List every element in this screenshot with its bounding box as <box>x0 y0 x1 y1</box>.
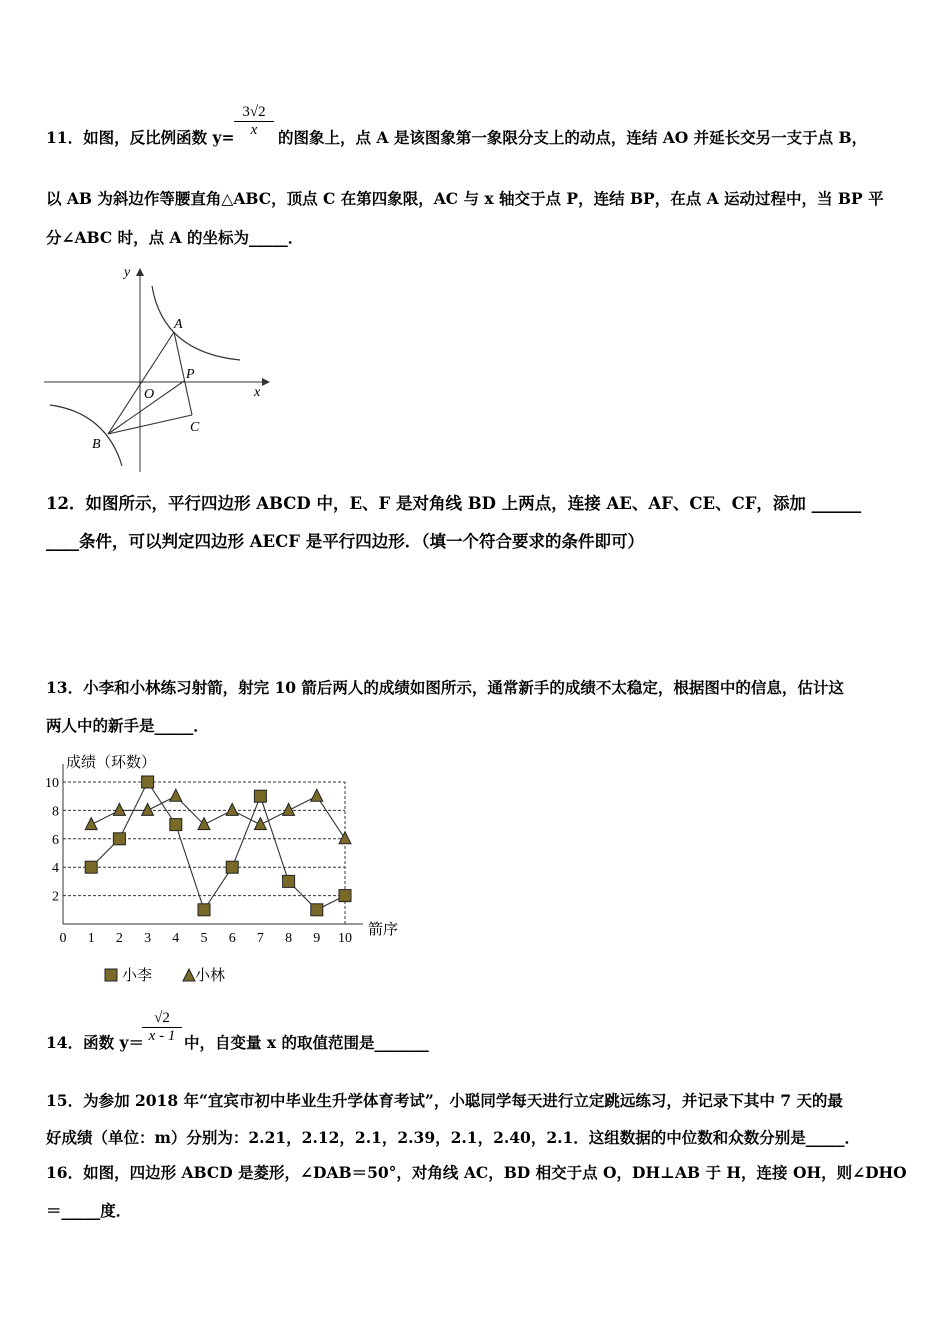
x-axis-arrow-icon <box>262 378 270 386</box>
chart-xtick-0: 0 <box>59 931 67 946</box>
q13-line1: 13．小李和小林练习射箭，射完 10 箭后两人的成绩如图所示，通常新手的成绩不太稳定，根据图中的信息，估计这 <box>46 678 844 697</box>
q11-fraction <box>234 104 274 139</box>
chart-xlabel: 箭序 <box>368 921 399 938</box>
q14-fraction <box>142 1010 182 1045</box>
legend-square-icon <box>105 969 117 981</box>
q16-line2: ＝_____度． <box>46 1201 132 1220</box>
series-2-point-3 <box>142 803 154 815</box>
q16-line1: 16．如图，四边形 ABCD 是菱形，∠DAB＝50°，对角线 AC，BD 相交于点 O，DH⊥AB 于 H，连接 OH，则∠DHO <box>46 1163 907 1182</box>
q11-line3: 分∠ABC 时，点 A 的坐标为_____． <box>46 228 304 247</box>
chart-ytick-6: 6 <box>52 832 59 848</box>
series-1-point-3 <box>142 776 154 788</box>
y-axis-label: y <box>124 265 131 280</box>
series-1-point-7 <box>254 790 266 802</box>
series-2-point-7 <box>254 818 266 830</box>
chart-xtick-2: 2 <box>115 931 123 946</box>
chart-xtick-5: 5 <box>200 931 208 946</box>
chart-ytick-2: 2 <box>52 889 59 905</box>
chart-title: 成绩（环数） <box>66 754 157 771</box>
hyperbola-branch-1 <box>152 286 240 360</box>
series-2-point-10 <box>339 832 351 844</box>
series-2-point-5 <box>198 818 210 830</box>
y-axis-arrow-icon <box>136 268 144 276</box>
series-2-point-4 <box>170 789 182 801</box>
legend-triangle-icon <box>183 969 195 981</box>
chart-xtick-9: 9 <box>313 931 321 946</box>
label-o: O <box>144 387 155 402</box>
q11-frac-numerator: 3√2 <box>242 104 266 120</box>
label-c: C <box>190 420 200 435</box>
series-1-point-4 <box>170 819 182 831</box>
q12-line2: ____条件，可以判定四边形 AECF 是平行四边形．（填一个符合要求的条件即可） <box>46 532 644 551</box>
chart-xtick-7: 7 <box>256 931 264 946</box>
q15-line2: 好成绩（单位：m）分别为：2.21，2.12，2.1，2.39，2.1，2.40，2.1．这组数据的中位数和众数分别是_____． <box>46 1128 861 1147</box>
label-b: B <box>92 437 101 452</box>
legend-label-xiaolin: 小林 <box>195 967 226 984</box>
q14-frac-denominator: x - 1 <box>148 1028 176 1044</box>
q13-line2: 两人中的新手是_____． <box>46 716 209 735</box>
q14-frac-numerator: √2 <box>154 1010 170 1026</box>
series-1-point-1 <box>85 861 97 873</box>
q14-pre: 14．函数 y＝ <box>46 1033 144 1052</box>
chart-xtick-3: 3 <box>144 931 152 946</box>
segment-ab <box>108 332 174 434</box>
chart-ytick-8: 8 <box>52 804 59 820</box>
chart-ytick-10: 10 <box>45 776 59 791</box>
q14-post: 中，自变量 x 的取值范围是_______ <box>184 1033 429 1052</box>
legend-label-xiaoli: 小李 <box>122 967 153 984</box>
q11-line1 <box>46 128 234 148</box>
chart-xtick-6: 6 <box>228 931 236 946</box>
series-1-point-2 <box>113 833 125 845</box>
chart-xtick-4: 4 <box>172 931 180 946</box>
q11-line1-pre: 11．如图，反比例函数 y= <box>46 128 235 147</box>
x-axis-label: x <box>254 385 261 400</box>
series-2-point-6 <box>226 803 238 815</box>
score-chart <box>38 748 418 993</box>
segment-bc <box>108 415 192 434</box>
series-2-point-9 <box>311 789 323 801</box>
label-p: P <box>186 367 195 382</box>
chart-ytick-4: 4 <box>52 861 59 877</box>
series-2-point-8 <box>283 803 295 815</box>
hyperbola-branch-2 <box>50 405 122 466</box>
series-1-point-8 <box>283 875 295 887</box>
q11-figure <box>40 262 270 474</box>
series-line-2 <box>91 796 345 839</box>
q11-line2: 以 AB 为斜边作等腰直角△ABC，顶点 C 在第四象限，AC 与 x 轴交于点 P，连结 BP，在点 A 运动过程中，当 BP 平 <box>46 189 884 208</box>
chart-xtick-1: 1 <box>87 931 95 946</box>
q11-frac-denominator: x <box>250 122 258 138</box>
q12-line1: 12．如图所示，平行四边形 ABCD 中，E、F 是对角线 BD 上两点，连接 AE、AF、CE、CF，添加 ______ <box>46 494 862 513</box>
q15-line1: 15．为参加 2018 年“宜宾市初中毕业生升学体育考试”，小聪同学每天进行立定跳远练习，并记录下其中 7 天的最 <box>46 1091 843 1110</box>
series-1-point-5 <box>198 904 210 916</box>
series-1-point-9 <box>311 904 323 916</box>
series-2-point-2 <box>113 803 125 815</box>
label-a: A <box>174 317 183 332</box>
chart-xtick-10: 10 <box>338 931 352 946</box>
q11-line1-post: 的图象上，点 A 是该图象第一象限分支上的动点，连结 AO 并延长交另一支于点 B， <box>278 128 868 147</box>
series-1-point-6 <box>226 861 238 873</box>
series-2-point-1 <box>85 818 97 830</box>
chart-xtick-8: 8 <box>285 931 293 946</box>
series-1-point-10 <box>339 890 351 902</box>
